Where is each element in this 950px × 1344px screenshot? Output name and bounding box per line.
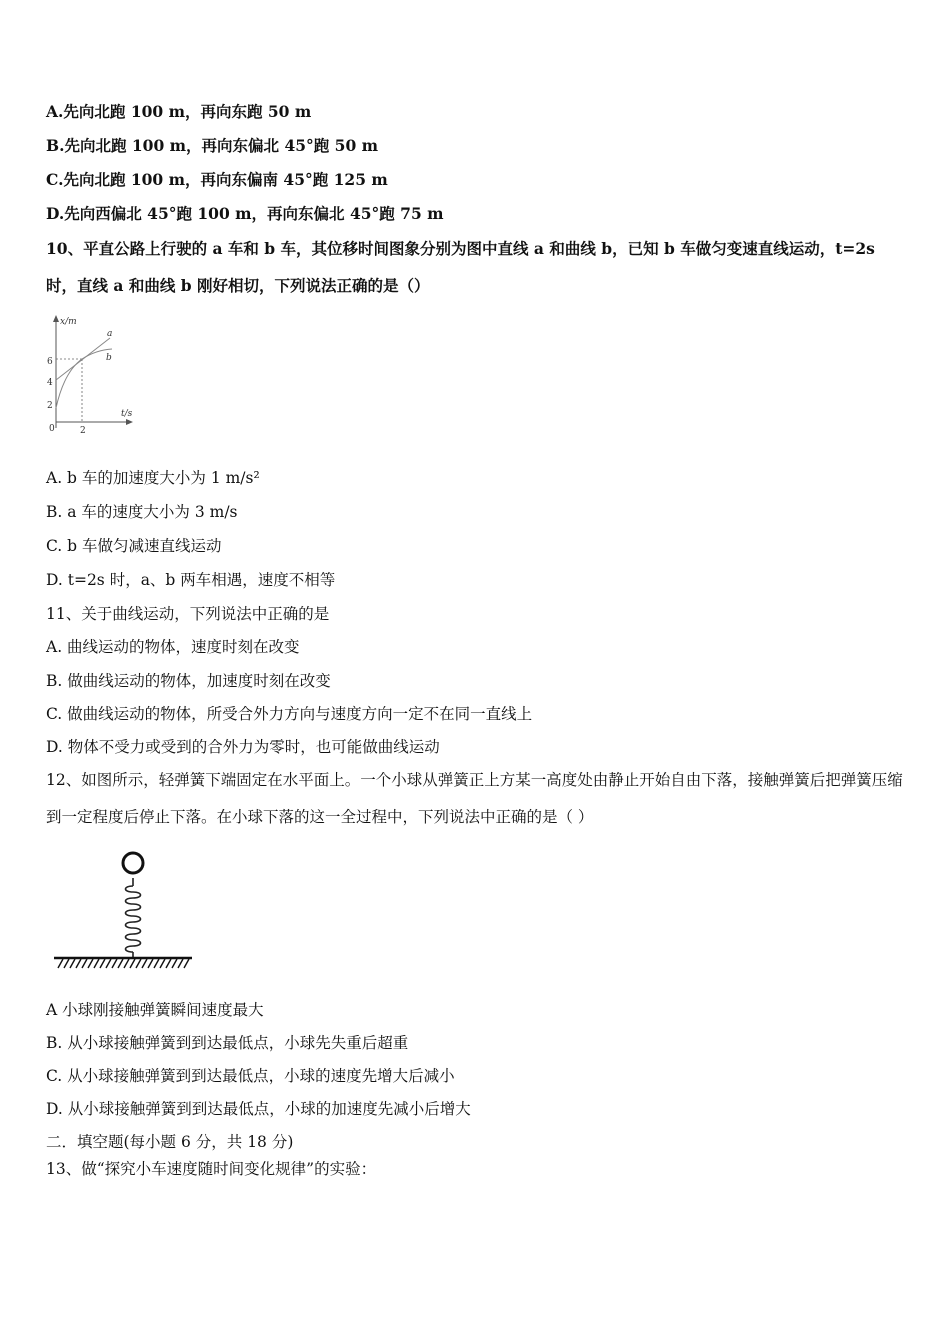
- x-tick-0: 0: [49, 424, 55, 434]
- q9-option-a: A.先向北跑 100 m，再向东跑 50 m: [46, 102, 312, 121]
- x-axis-label: t/s: [121, 409, 133, 419]
- ball: [123, 853, 143, 873]
- q12-option-a: A 小球刚接触弹簧瞬间速度最大: [46, 1001, 264, 1019]
- spring-ball-diagram: [50, 848, 196, 972]
- x-tick-2: 2: [80, 426, 86, 436]
- y-axis-arrow: [53, 315, 59, 322]
- q11-option-a: A. 曲线运动的物体，速度时刻在改变: [46, 638, 300, 656]
- q9-option-b: B.先向北跑 100 m，再向东偏北 45°跑 50 m: [46, 136, 379, 155]
- q13-stem: 13、做“探究小车速度随时间变化规律”的实验：: [46, 1160, 377, 1178]
- q10-option-a: A. b 车的加速度大小为 1 m/s²: [46, 469, 260, 487]
- x-axis-arrow: [126, 419, 133, 425]
- q10-option-c: C. b 车做匀减速直线运动: [46, 537, 222, 555]
- q10-option-b: B. a 车的速度大小为 3 m/s: [46, 503, 238, 521]
- curve-b: [56, 349, 112, 408]
- q11-option-d: D. 物体不受力或受到的合外力为零时，也可能做曲线运动: [46, 738, 440, 756]
- q10-stem: 10、平直公路上行驶的 a 车和 b 车，其位移时间图象分别为图中直线 a 和曲线 b，已知 b 车做匀变速直线运动，t=2s 时，直线 a 和曲线 b 刚好相切，下列说法正确的是（）: [46, 239, 875, 295]
- q10-option-d: D. t=2s 时，a、b 两车相遇，速度不相等: [46, 571, 336, 589]
- y-tick-6: 6: [47, 357, 53, 367]
- y-tick-2: 2: [47, 401, 53, 411]
- spring-coil: [126, 878, 141, 958]
- q9-option-d: D.先向西偏北 45°跑 100 m，再向东偏北 45°跑 75 m: [46, 204, 444, 223]
- q11-option-c: C. 做曲线运动的物体，所受合外力方向与速度方向一定不在同一直线上: [46, 705, 533, 723]
- curve-label-b: b: [106, 353, 112, 363]
- ground-hatching: [58, 959, 189, 968]
- y-tick-4: 4: [47, 378, 53, 388]
- y-axis-label: x/m: [60, 317, 77, 327]
- section-heading: 二．填空题(每小题 6 分，共 18 分): [46, 1133, 294, 1151]
- q12-option-c: C. 从小球接触弹簧到到达最低点，小球的速度先增大后减小: [46, 1067, 455, 1085]
- q12-option-b: B. 从小球接触弹簧到到达最低点，小球先失重后超重: [46, 1034, 409, 1052]
- q11-stem: 11、关于曲线运动，下列说法中正确的是: [46, 605, 330, 623]
- q12-stem: 12、如图所示，轻弹簧下端固定在水平面上。一个小球从弹簧正上方某一高度处由静止开始自由下落，接触弹簧后把弹簧压缩到一定程度后停止下落。在小球下落的这一全过程中，下列说法中正确的是（ ）: [46, 771, 903, 826]
- q12-option-d: D. 从小球接触弹簧到到达最低点，小球的加速度先减小后增大: [46, 1100, 471, 1118]
- curve-label-a: a: [107, 329, 113, 339]
- q10-xt-graph: [40, 310, 140, 438]
- q9-option-c: C.先向北跑 100 m，再向东偏南 45°跑 125 m: [46, 170, 388, 189]
- q11-option-b: B. 做曲线运动的物体，加速度时刻在改变: [46, 672, 331, 690]
